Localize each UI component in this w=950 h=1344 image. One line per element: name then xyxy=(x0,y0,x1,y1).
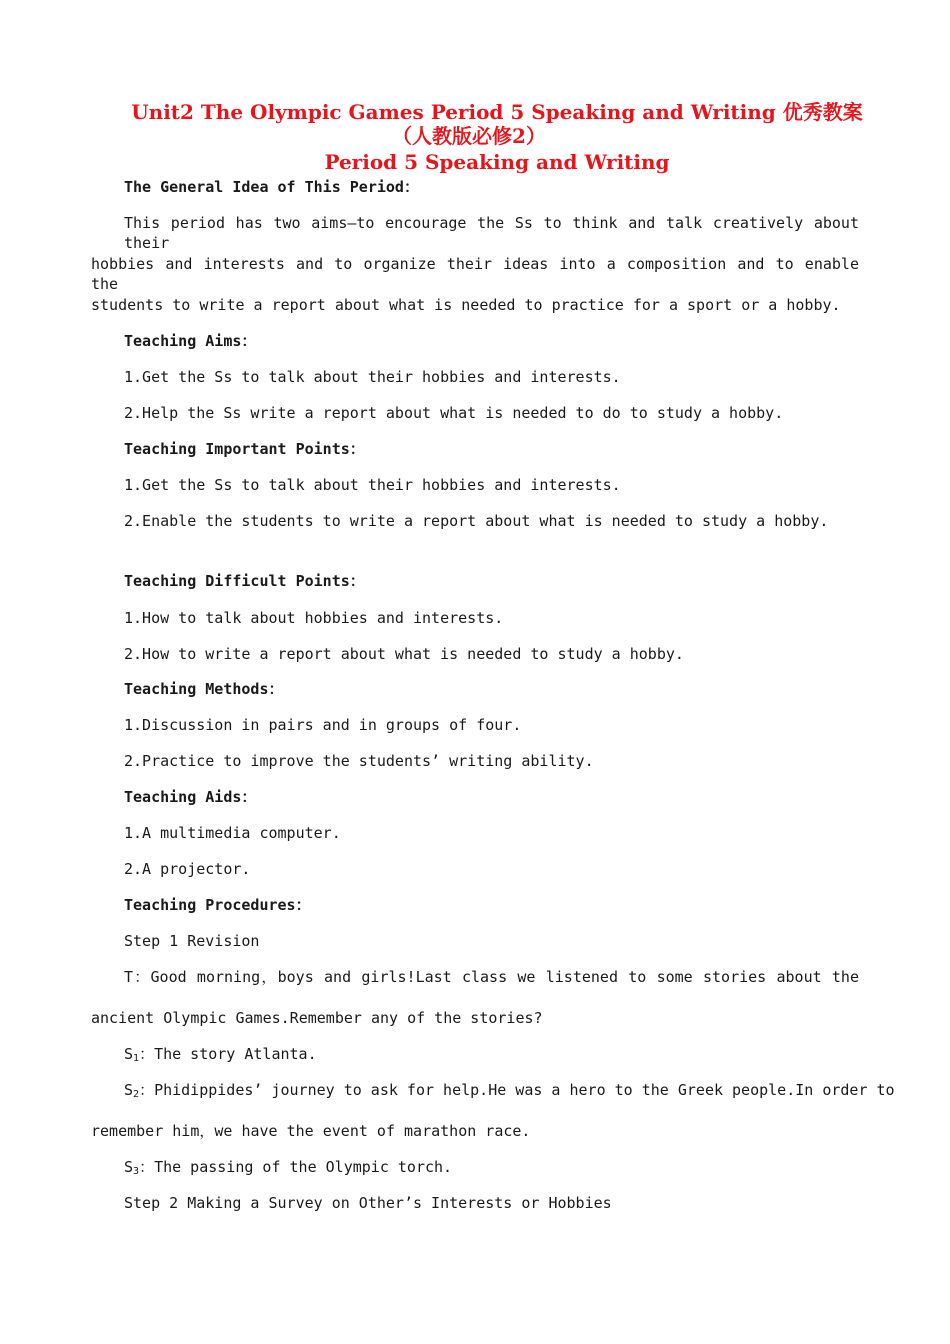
student-1-label: S xyxy=(124,1045,134,1063)
aid-item-1: 1.A multimedia computer. xyxy=(124,824,341,842)
teaching-aim-item-1: 1.Get the Ss to talk about their hobbies and interests. xyxy=(124,368,621,386)
student-3-label: S xyxy=(124,1158,134,1176)
method-item-1: 1.Discussion in pairs and in groups of four. xyxy=(124,716,522,734)
step-1-title: Step 1 Revision xyxy=(124,932,260,950)
student-3-text: ：The passing of the Olympic torch. xyxy=(139,1158,453,1176)
student-2-subscript: 2 xyxy=(133,1089,140,1100)
teacher-line-2: ancient Olympic Games.Remember any of the stories? xyxy=(91,1009,543,1027)
difficult-point-item-1: 1.How to talk about hobbies and interests. xyxy=(124,609,504,627)
teacher-line-1: T：Good morning，boys and girls!Last class we listened to some stories about the xyxy=(124,968,859,986)
important-point-item-1: 1.Get the Ss to talk about their hobbies and interests. xyxy=(124,476,621,494)
difficult-point-item-2: 2.How to write a report about what is needed to study a hobby. xyxy=(124,645,684,663)
period-title: Period 5 Speaking and Writing xyxy=(324,150,670,174)
student-1-subscript: 1 xyxy=(133,1053,140,1064)
aids-heading: Teaching Aids： xyxy=(124,788,257,806)
general-idea-heading: The General Idea of This Period： xyxy=(124,178,419,196)
student-2-line xyxy=(124,1080,895,1100)
student-1-text: ：The story Atlanta. xyxy=(139,1045,317,1063)
procedures-heading: Teaching Procedures： xyxy=(124,896,311,914)
step-2-title: Step 2 Making a Survey on Other’s Interests or Hobbies xyxy=(124,1194,612,1212)
teaching-aims-heading: Teaching Aims： xyxy=(124,332,257,350)
method-item-2: 2.Practice to improve the students’ writing ability. xyxy=(124,752,594,770)
student-1-line xyxy=(124,1044,317,1064)
general-idea-line-1: This period has two aims—to encourage the Ss to think and talk creatively about their xyxy=(124,214,859,252)
difficult-points-heading: Teaching Difficult Points： xyxy=(124,572,365,590)
document-subtitle: （人教版必修2） xyxy=(392,124,546,148)
methods-heading: Teaching Methods： xyxy=(124,680,284,698)
general-idea-line-2: hobbies and interests and to organize their ideas into a composition and to enable the xyxy=(91,255,859,293)
teaching-aim-item-2: 2.Help the Ss write a report about what is needed to do to study a hobby. xyxy=(124,404,784,422)
general-idea-line-3: students to write a report about what is needed to practice for a sport or a hobby. xyxy=(91,296,841,314)
student-3-subscript: 3 xyxy=(133,1166,140,1177)
document-title: Unit2 The Olympic Games Period 5 Speaking and Writing 优秀教案 xyxy=(131,100,863,124)
student-2-label: S xyxy=(124,1081,134,1099)
aid-item-2: 2.A projector. xyxy=(124,860,251,878)
student-2-line-2: remember him，we have the event of marathon race. xyxy=(91,1122,531,1140)
student-3-line xyxy=(124,1157,452,1177)
important-point-item-2: 2.Enable the students to write a report about what is needed to study a hobby. xyxy=(124,512,829,530)
student-2-text: ：Phidippides’ journey to ask for help.He was a hero to the Greek people.In order to xyxy=(139,1081,895,1099)
important-points-heading: Teaching Important Points： xyxy=(124,440,365,458)
